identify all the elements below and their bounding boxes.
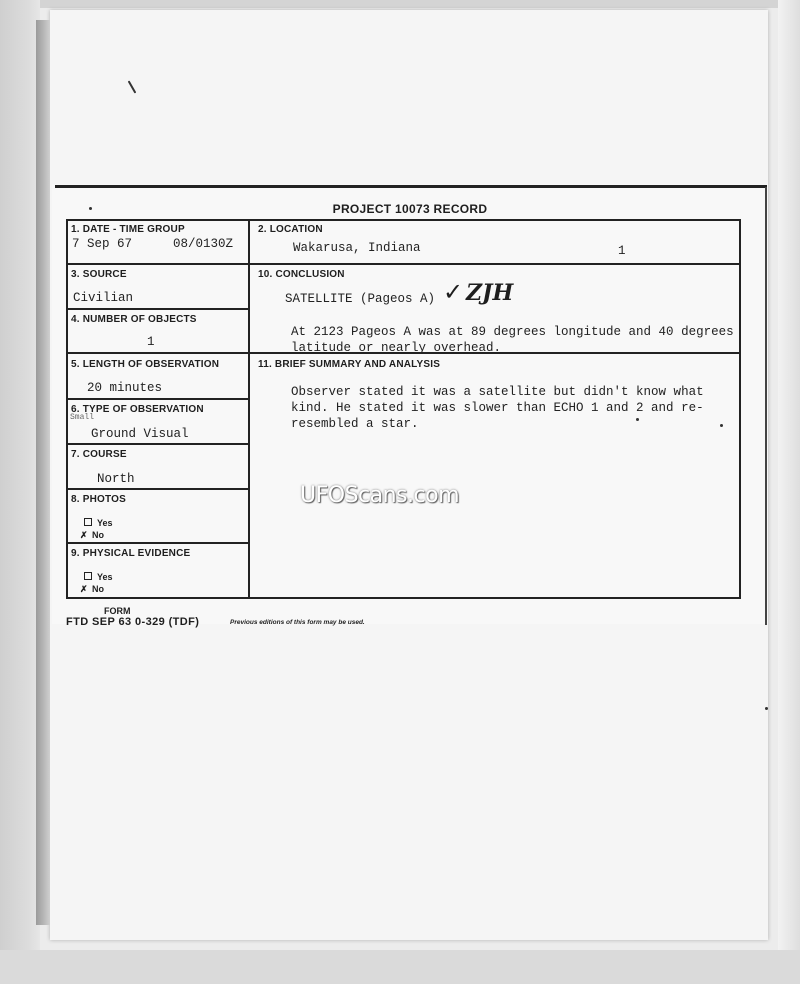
card-top-edge bbox=[55, 185, 767, 188]
checkbox-empty-icon bbox=[84, 518, 92, 526]
conclusion-label: 10. CONCLUSION bbox=[258, 269, 345, 280]
scan-speck bbox=[720, 424, 723, 427]
course-label: 7. COURSE bbox=[71, 449, 127, 460]
location-extra-mark: 1 bbox=[618, 244, 626, 258]
footer-form-number: FTD SEP 63 0-329 (TDF) bbox=[66, 616, 200, 628]
scan-speck bbox=[89, 207, 92, 210]
physical-evidence-yes-option bbox=[84, 572, 113, 582]
conclusion-detail: At 2123 Pageos A was at 89 degrees longitude and 40 degrees latitude or nearly overhead. bbox=[291, 325, 734, 355]
watermark: UFOScans.com bbox=[300, 483, 459, 508]
date-time-group-label: 1. DATE - TIME GROUP bbox=[71, 224, 185, 235]
footer-note: Previous editions of this form may be used. bbox=[230, 619, 365, 626]
scan-speck bbox=[765, 707, 768, 710]
length-of-observation-value: 20 minutes bbox=[87, 381, 163, 395]
course-value: North bbox=[97, 472, 135, 486]
scan-frame-bottom bbox=[0, 950, 800, 984]
number-of-objects-label: 4. NUMBER OF OBJECTS bbox=[71, 314, 197, 325]
checkbox-checked-icon: ✗ bbox=[80, 584, 88, 594]
type-of-observation-value: Ground Visual bbox=[91, 427, 189, 441]
brief-summary-label: 11. BRIEF SUMMARY AND ANALYSIS bbox=[258, 359, 441, 370]
photos-yes-option bbox=[84, 518, 113, 528]
time-value: 08/0130Z bbox=[173, 237, 234, 251]
scan-frame-right bbox=[778, 0, 800, 984]
scan-frame-left bbox=[0, 0, 40, 984]
handwritten-check-icon: ✓ bbox=[443, 278, 464, 306]
card-right-edge bbox=[765, 187, 767, 625]
checkbox-checked-icon: ✗ bbox=[80, 530, 88, 540]
grid-divider-row1 bbox=[66, 263, 741, 265]
photos-no-option bbox=[80, 530, 104, 541]
handwritten-initials: ZJH bbox=[466, 280, 514, 306]
number-of-objects-value: 1 bbox=[147, 335, 155, 349]
source-label: 3. SOURCE bbox=[71, 269, 127, 280]
photos-no-label: No bbox=[92, 530, 104, 540]
physical-evidence-yes-label: Yes bbox=[97, 572, 113, 582]
type-of-observation-label: 6. TYPE OF OBSERVATION bbox=[71, 404, 204, 415]
date-value: 7 Sep 67 bbox=[72, 237, 133, 251]
type-of-observation-stamp: Small bbox=[70, 413, 95, 422]
physical-evidence-label: 9. PHYSICAL EVIDENCE bbox=[71, 548, 191, 559]
length-of-observation-label: 5. LENGTH OF OBSERVATION bbox=[71, 359, 220, 370]
grid-divider-left-row4 bbox=[66, 398, 249, 400]
footer-form-label: FORM bbox=[104, 606, 131, 616]
scan-speck bbox=[636, 418, 639, 421]
form-title: PROJECT 10073 RECORD bbox=[332, 202, 488, 216]
paper-shadow-edge bbox=[36, 20, 50, 925]
grid-divider-left-row7 bbox=[66, 542, 249, 544]
location-value: Wakarusa, Indiana bbox=[293, 241, 421, 255]
location-label: 2. LOCATION bbox=[258, 224, 323, 235]
photos-yes-label: Yes bbox=[97, 518, 113, 528]
scan-frame-top bbox=[0, 0, 800, 8]
source-value: Civilian bbox=[73, 291, 134, 305]
grid-divider-left-row2 bbox=[66, 308, 249, 310]
conclusion-value: SATELLITE (Pageos A) bbox=[285, 292, 436, 306]
grid-divider-left-row6 bbox=[66, 488, 249, 490]
grid-divider-left-row5 bbox=[66, 443, 249, 445]
brief-summary-value: Observer stated it was a satellite but didn't know what kind. He stated it was slower than ECHO 1 and 2 and re-resembled a star. bbox=[291, 385, 704, 431]
photos-label: 8. PHOTOS bbox=[71, 494, 126, 505]
checkbox-empty-icon bbox=[84, 572, 92, 580]
physical-evidence-no-option bbox=[80, 584, 104, 595]
physical-evidence-no-label: No bbox=[92, 584, 104, 594]
